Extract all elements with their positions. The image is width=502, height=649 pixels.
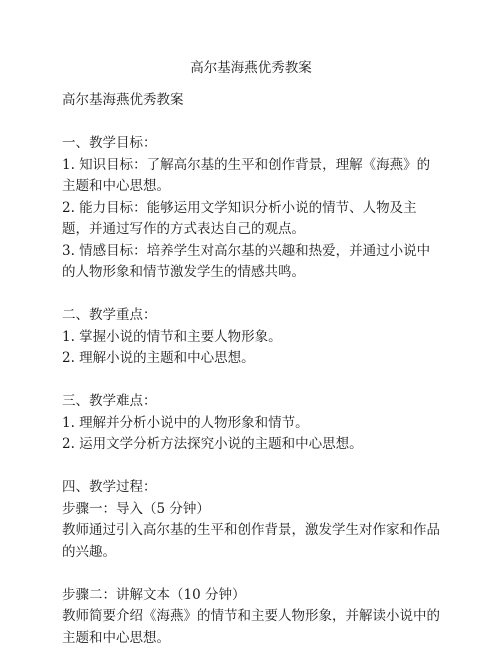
key-point-item: 1. 掌握小说的情节和主要人物形象。 (62, 328, 282, 345)
spacer (62, 284, 442, 306)
spacer (62, 563, 442, 585)
process-heading: 四、教学过程： (62, 479, 157, 495)
objective-item-emotion: 3. 情感目标：培养学生对高尔基的兴趣和热爱，并通过小说中的人物形象和情节激发学生的情感共鸣。 (62, 242, 431, 280)
step1-title: 步骤一：导入（5 分钟） (62, 500, 210, 517)
document-body (62, 90, 442, 649)
objectives-heading: 一、教学目标： (62, 135, 157, 151)
key-point-item: 2. 理解小说的主题和中心思想。 (62, 350, 255, 366)
subtitle: 高尔基海燕优秀教案 (62, 92, 184, 108)
difficulty-item: 1. 理解并分析小说中的人物形象和情节。 (62, 414, 309, 431)
spacer (62, 370, 442, 392)
spacer (62, 112, 442, 134)
key-points-heading: 二、教学重点： (62, 307, 157, 323)
difficulty-item: 2. 运用文学分析方法探究小说的主题和中心思想。 (62, 436, 363, 452)
objective-item-knowledge: 1. 知识目标：了解高尔基的生平和创作背景，理解《海燕》的主题和中心思想。 (62, 156, 431, 194)
step1-text: 教师通过引入高尔基的生平和创作背景，激发学生对作家和作品的兴趣。 (62, 522, 440, 560)
step2-title: 步骤二：讲解文本（10 分钟） (62, 586, 246, 603)
difficulties-heading: 三、教学难点： (62, 393, 157, 409)
spacer (62, 456, 442, 478)
objective-item-ability: 2. 能力目标：能够运用文学知识分析小说的情节、人物及主题，并通过写作的方式表达自己的观点。 (62, 199, 417, 237)
document-title: 高尔基海燕优秀教案 (190, 60, 312, 76)
step2-text: 教师简要介绍《海燕》的情节和主要人物形象，并解读小说中的主题和中心思想。 (62, 608, 440, 646)
